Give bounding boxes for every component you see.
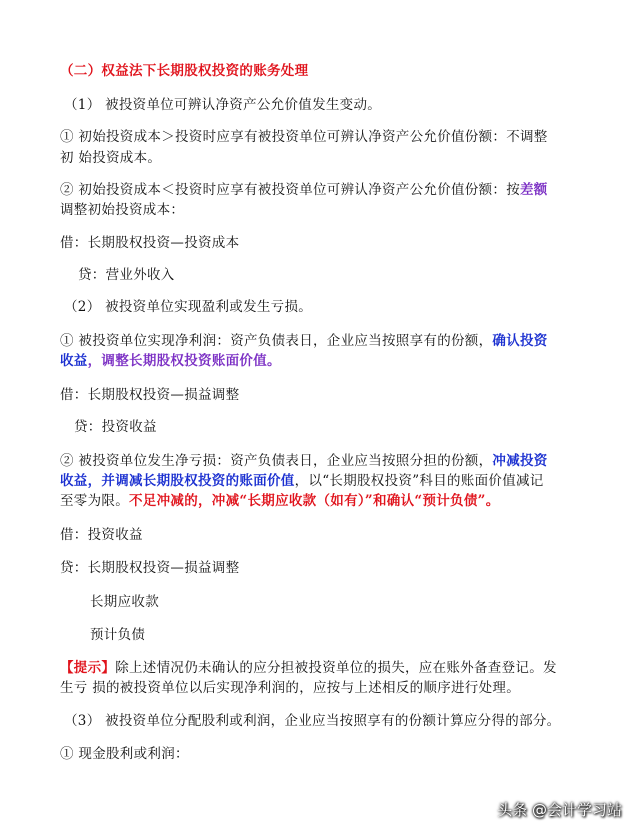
paragraph-3-text: ① 被投资单位实现净利润：资产负债表日，企业应当按照享有的份额， (60, 333, 493, 349)
tip-text: 除上述情况仍未确认的应分担被投资单位的损失，应在账外备查登记。发 (115, 660, 557, 676)
paragraph-4-text: ② 被投资单位发生净亏损：资产负债表日，企业应当按照分担的份额， (60, 453, 493, 469)
paragraph-4-text-3: 至零为限。 (60, 493, 129, 509)
paragraph-1-line-1: ① 初始投资成本＞投资时应享有被投资单位可辨认净资产公允价值份额：不调整 (60, 129, 548, 145)
journal-3-credit-2: 长期应收款 (90, 594, 159, 610)
paragraph-4-line-3 (60, 492, 500, 511)
highlight-income: 收益 (60, 353, 88, 369)
paragraph-5: ① 现金股利或利润： (60, 746, 189, 762)
subsection-1-title: （1） 被投资单位可辨认净资产公允价值发生变动。 (64, 97, 382, 113)
paragraph-1-line-2: 初 始投资成本。 (60, 150, 162, 166)
paragraph-2-text: ② 初始投资成本＜投资时应享有被投资单位可辨认净资产公允价值份额：按 (60, 182, 520, 198)
journal-3-credit-3: 预计负债 (90, 627, 146, 643)
journal-1-credit: 贷：营业外收入 (78, 267, 175, 283)
paragraph-4-text-2: ，以“长期股权投资”科目的账面价值减记 (294, 473, 544, 489)
journal-2-debit: 借：长期股权投资—损益调整 (60, 387, 240, 403)
highlight-recognize-income: 确认投资 (492, 333, 548, 349)
tip-line-1 (60, 659, 557, 678)
highlight-insufficient-offset: 不足冲减的，冲减“长期应收款（如有）”和确认“预计负债”。 (129, 493, 500, 509)
tip-line-2: 生亏 损的被投资单位以后实现净利润的，应按与上述相反的顺序进行处理。 (60, 680, 520, 696)
subsection-2-title: （2） 被投资单位实现盈利或发生亏损。 (64, 299, 313, 315)
journal-3-credit: 贷：长期股权投资—损益调整 (60, 560, 240, 576)
section-heading: （二）权益法下长期股权投资的账务处理 (60, 63, 309, 79)
paragraph-4-line-1 (60, 452, 548, 471)
paragraph-3-line-2 (60, 352, 281, 371)
journal-2-credit: 贷：投资收益 (74, 419, 157, 435)
paragraph-3-line-1 (60, 332, 548, 351)
highlight-reduce-value: 收益，并调减长期股权投资的账面价值 (60, 473, 295, 489)
journal-3-debit: 借：投资收益 (60, 527, 143, 543)
journal-1-debit: 借：长期股权投资—投资成本 (60, 235, 240, 251)
watermark: 头条 @会计学习站 (497, 801, 622, 819)
separator: ， (87, 353, 102, 369)
highlight-difference: 差额 (520, 182, 548, 198)
highlight-offset-income: 冲减投资 (492, 453, 548, 469)
paragraph-2-line-1 (60, 181, 548, 200)
subsection-3-title: （3） 被投资单位分配股利或利润，企业应当按照享有的份额计算应分得的部分。 (64, 713, 561, 729)
tip-label: 【提示】 (60, 660, 116, 676)
highlight-adjust-value: 调整长期股权投资账面价值。 (101, 353, 281, 369)
paragraph-2-line-2: 调整初始投资成本： (60, 202, 185, 218)
paragraph-4-line-2 (60, 472, 544, 491)
